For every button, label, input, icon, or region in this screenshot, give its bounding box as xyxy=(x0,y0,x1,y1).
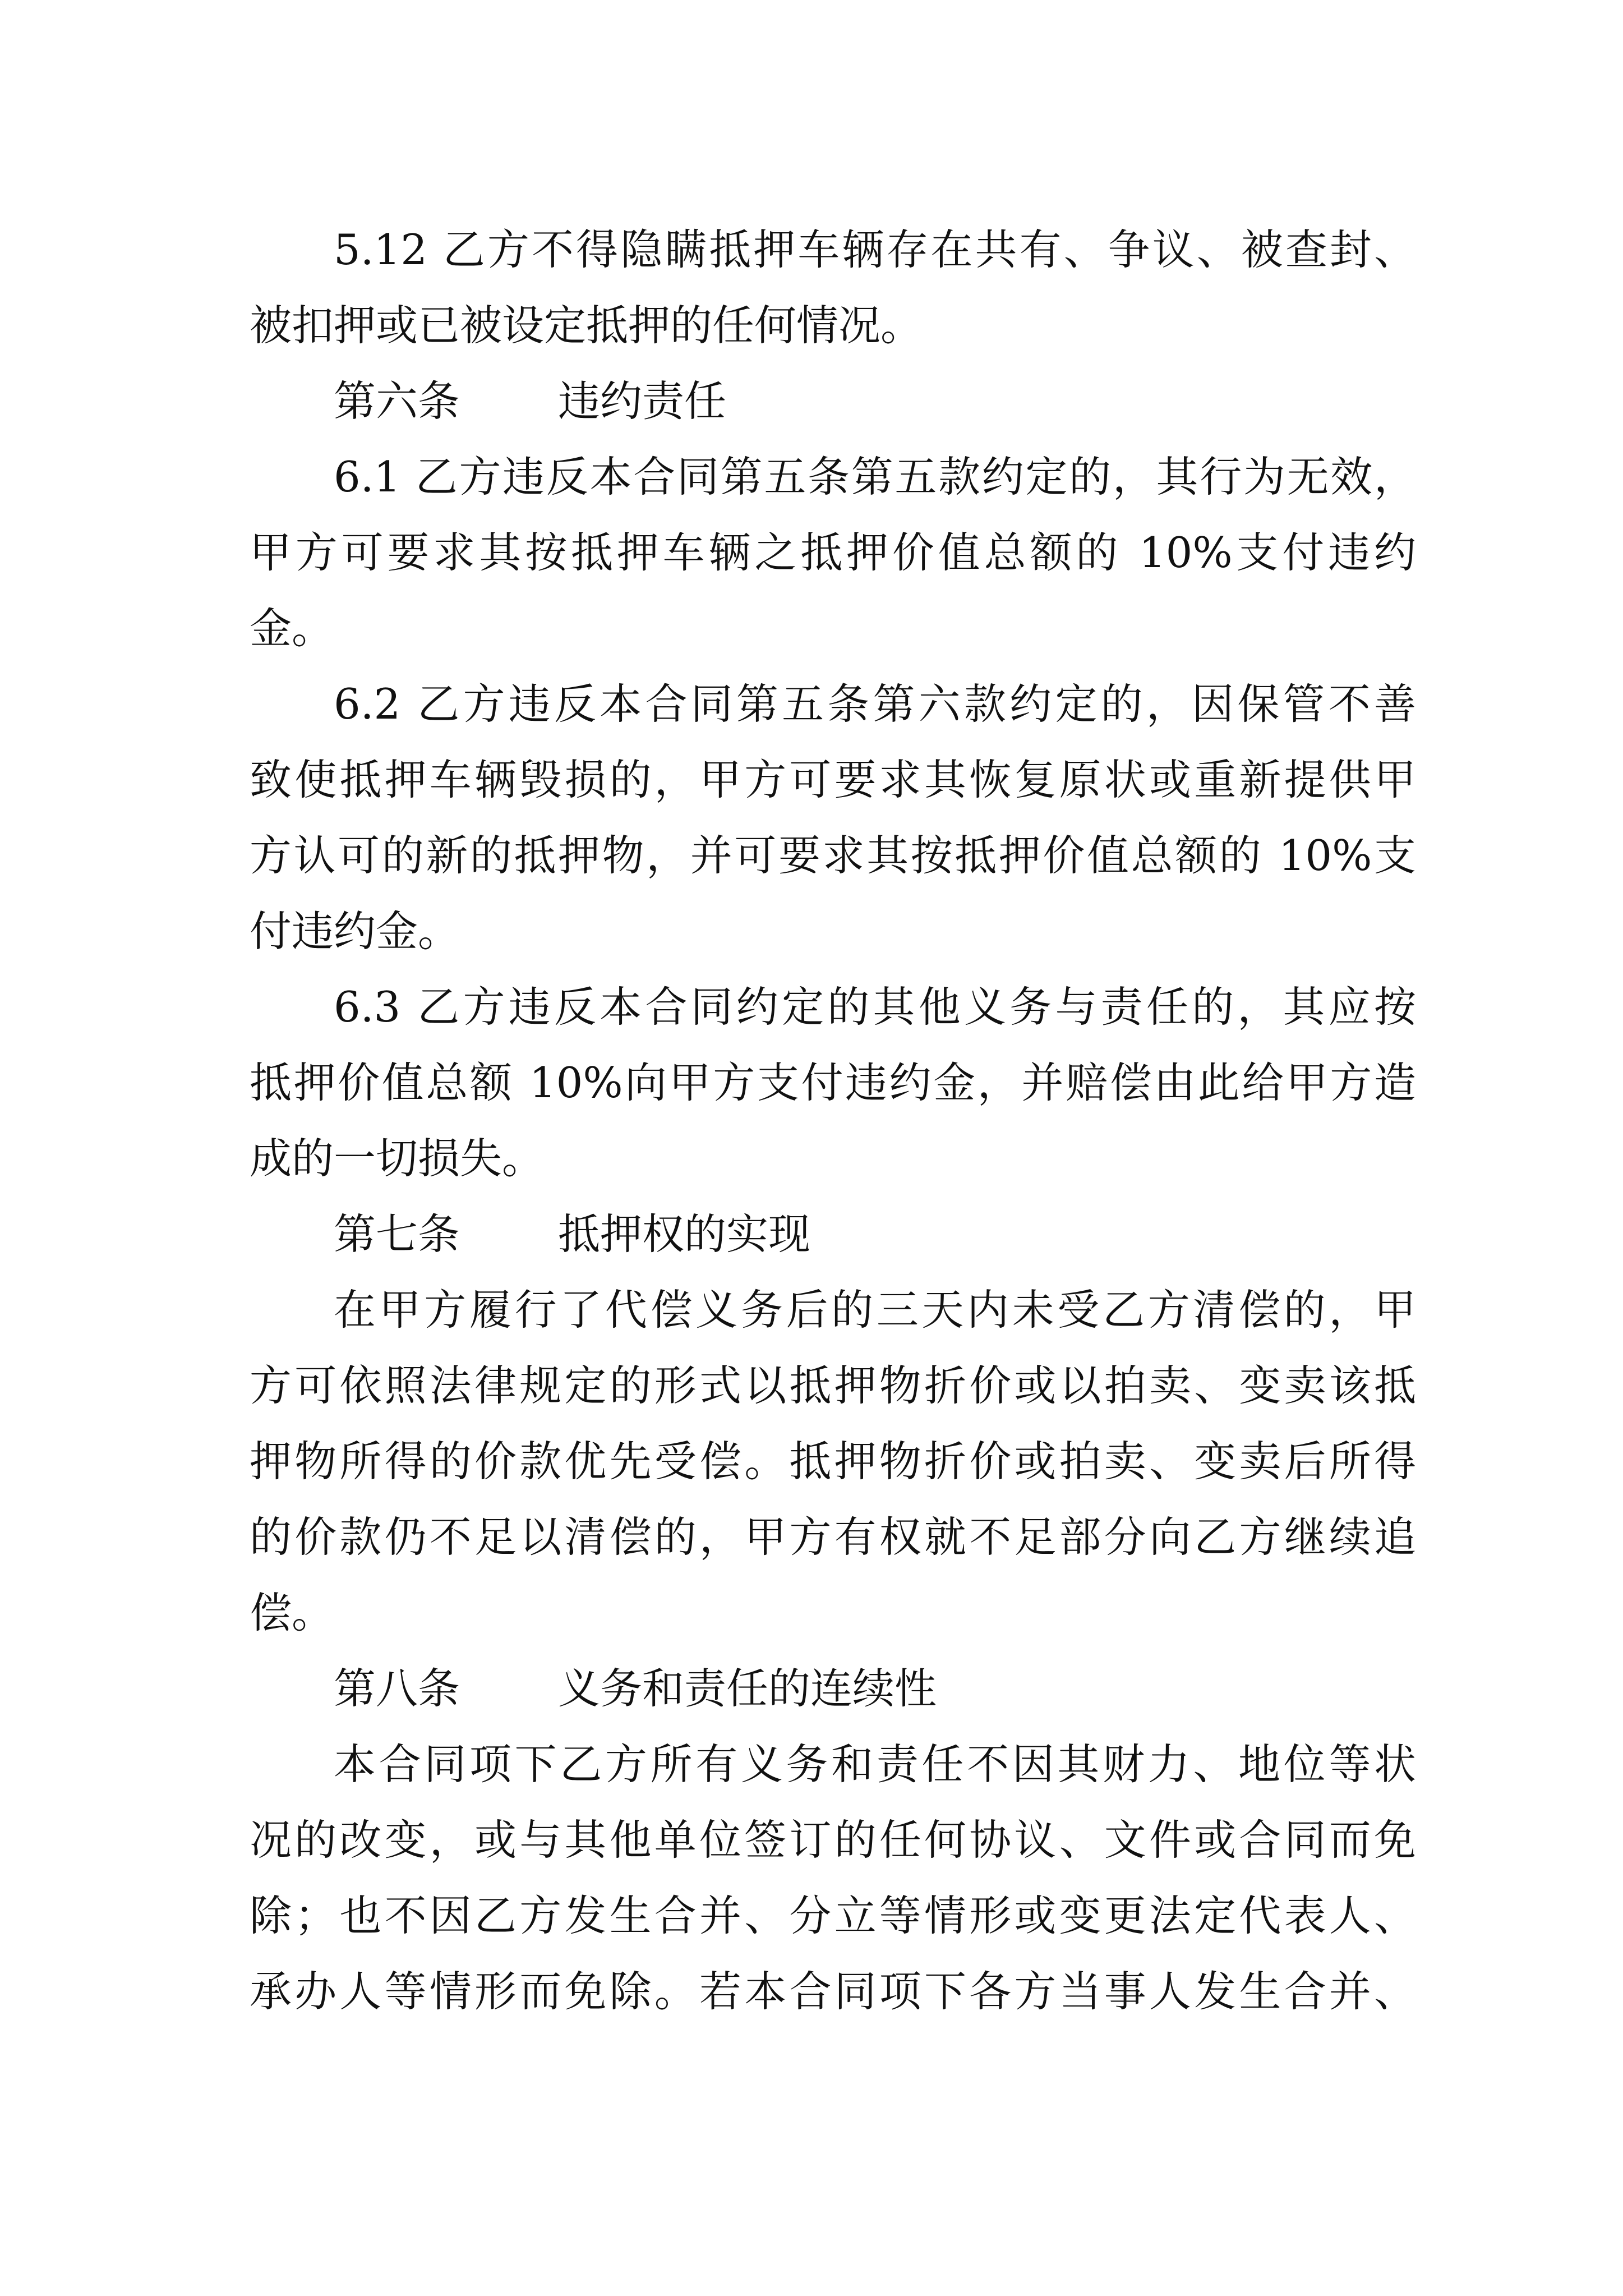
article-7-heading xyxy=(334,1206,810,1262)
article-8-number: 第八条 xyxy=(334,1664,460,1713)
paragraph-6-3-line-1: 6.3 乙方违反本合同约定的其他义务与责任的，其应按 xyxy=(334,982,1416,1032)
paragraph-5-12-line-2: 被扣押或已被设定抵押的任何情况。 xyxy=(250,301,923,350)
paragraph-6-1-line-1: 6.1 乙方违反本合同第五条第五款约定的，其行为无效， xyxy=(334,452,1416,501)
paragraph-6-2-line-3: 方认可的新的抵押物，并可要求其按抵押价值总额的 10%支 xyxy=(250,831,1416,880)
article-7-number: 第七条 xyxy=(334,1209,460,1259)
paragraph-6-1-line-3: 金。 xyxy=(250,604,334,653)
paragraph-5-12-line-1: 5.12 乙方不得隐瞒抵押车辆存在共有、争议、被查封、 xyxy=(334,225,1416,274)
article-6-title: 违约责任 xyxy=(558,376,727,426)
paragraph-6-2-line-2: 致使抵押车辆毁损的，甲方可要求其恢复原状或重新提供甲 xyxy=(250,755,1416,804)
paragraph-6-2-line-4: 付违约金。 xyxy=(250,907,460,956)
paragraph-7-line-5: 偿。 xyxy=(250,1588,334,1637)
paragraph-8-line-4: 承办人等情形而免除。若本合同项下各方当事人发生合并、 xyxy=(250,1967,1416,2016)
paragraph-6-3-line-3: 成的一切损失。 xyxy=(250,1134,545,1183)
paragraph-7-line-2: 方可依照法律规定的形式以抵押物折价或以拍卖、变卖该抵 xyxy=(250,1361,1416,1410)
paragraph-6-2-line-1: 6.2 乙方违反本合同第五条第六款约定的，因保管不善 xyxy=(334,679,1416,729)
article-8-title: 义务和责任的连续性 xyxy=(558,1664,937,1713)
article-6-heading xyxy=(334,373,726,429)
article-8-heading xyxy=(334,1660,937,1717)
paragraph-7-line-3: 押物所得的价款优先受偿。抵押物折价或拍卖、变卖后所得 xyxy=(250,1437,1416,1486)
paragraph-8-line-2: 况的改变，或与其他单位签订的任何协议、文件或合同而免 xyxy=(250,1815,1416,1865)
article-6-number: 第六条 xyxy=(334,376,460,426)
paragraph-7-line-4: 的价款仍不足以清偿的，甲方有权就不足部分向乙方继续追 xyxy=(250,1512,1416,1562)
paragraph-7-line-1: 在甲方履行了代偿义务后的三天内未受乙方清偿的，甲 xyxy=(334,1285,1416,1335)
paragraph-8-line-1: 本合同项下乙方所有义务和责任不因其财力、地位等状 xyxy=(334,1740,1416,1789)
paragraph-6-3-line-2: 抵押价值总额 10%向甲方支付违约金，并赔偿由此给甲方造 xyxy=(250,1058,1416,1107)
article-7-title: 抵押权的实现 xyxy=(558,1209,811,1259)
paragraph-8-line-3: 除；也不因乙方发生合并、分立等情形或变更法定代表人、 xyxy=(250,1891,1416,1940)
paragraph-6-1-line-2: 甲方可要求其按抵押车辆之抵押价值总额的 10%支付违约 xyxy=(250,528,1416,577)
